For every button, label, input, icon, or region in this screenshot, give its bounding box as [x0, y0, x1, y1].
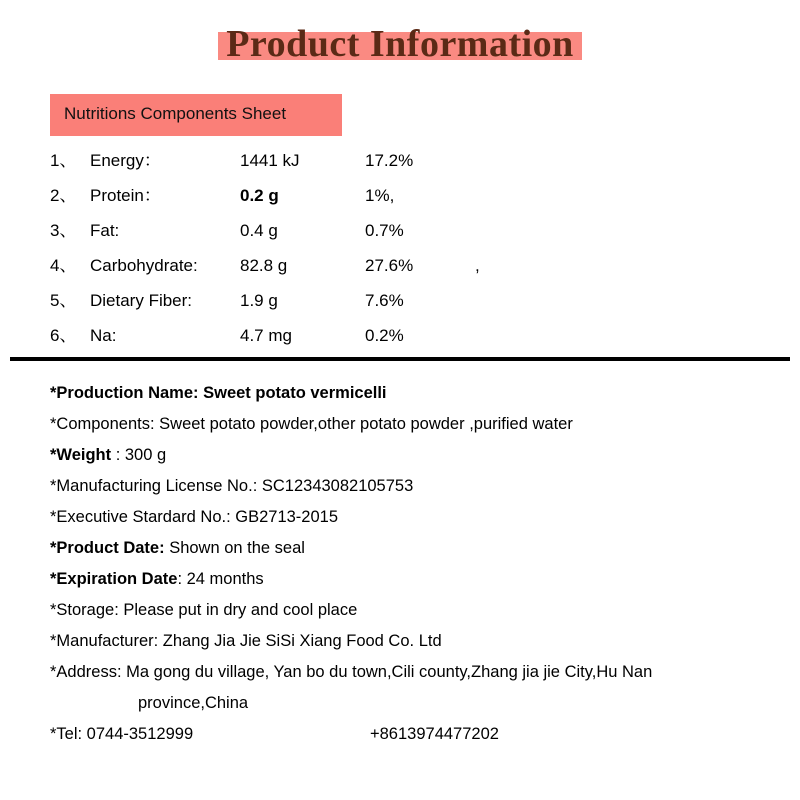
detail-label: *Expiration Date — [50, 570, 178, 588]
detail-label: *Manufacturing License No.: — [50, 477, 258, 495]
list-item — [50, 471, 780, 502]
nutrition-index: 2、 — [50, 186, 77, 205]
nutrition-name: Energy： — [90, 151, 161, 170]
page-title-text: Product Information — [226, 23, 574, 65]
page-title — [0, 22, 800, 66]
list-item — [50, 626, 780, 657]
nutrition-value: 1441 kJ — [240, 151, 300, 170]
list-item — [50, 409, 780, 440]
product-details-list — [50, 378, 780, 750]
list-item — [50, 378, 780, 409]
table-row — [50, 181, 750, 216]
table-row — [50, 251, 750, 286]
page-title-inner — [218, 22, 582, 66]
table-row — [50, 216, 750, 251]
list-item — [50, 440, 780, 471]
nutrition-header-banner — [50, 94, 342, 136]
table-row — [50, 321, 750, 356]
detail-value: Ma gong du village, Yan bo du town,Cili county,Zhang jia jie City,Hu Nan — [121, 663, 653, 681]
nutrition-header-label: Nutritions Components Sheet — [64, 104, 287, 123]
list-item — [50, 502, 780, 533]
nutrition-value: 0.2 g — [240, 186, 279, 205]
nutrition-value: 82.8 g — [240, 256, 288, 275]
table-row — [50, 146, 750, 181]
nutrition-index: 5、 — [50, 291, 77, 310]
nutrition-percent: 27.6% — [365, 256, 414, 275]
detail-value: Please put in dry and cool place — [118, 601, 358, 619]
detail-value: GB2713-2015 — [230, 508, 339, 526]
nutrition-name: Dietary Fiber: — [90, 291, 193, 310]
nutrition-index: 4、 — [50, 256, 77, 275]
detail-label: *Production Name: — [50, 384, 199, 402]
nutrition-percent: 0.2% — [365, 326, 404, 345]
nutrition-value: 0.4 g — [240, 221, 278, 240]
telephone-primary: *Tel: 0744-3512999 — [50, 725, 194, 743]
nutrition-name: Fat: — [90, 221, 120, 240]
section-divider — [10, 357, 790, 361]
detail-label: *Components: — [50, 415, 155, 433]
detail-value: Zhang Jia Jie SiSi Xiang Food Co. Ltd — [158, 632, 442, 650]
table-row — [50, 286, 750, 321]
nutrition-index: 1、 — [50, 151, 77, 170]
nutrition-percent: 1%, — [365, 186, 395, 205]
detail-label: *Executive Stardard No.: — [50, 508, 231, 526]
address-continuation: province,China — [138, 694, 249, 712]
nutrition-name: Protein： — [90, 186, 161, 205]
nutrition-name: Na: — [90, 326, 117, 345]
list-item — [50, 533, 780, 564]
nutrition-extra: , — [475, 256, 480, 275]
list-item — [50, 719, 780, 750]
nutrition-index: 3、 — [50, 221, 77, 240]
detail-value: Sweet potato powder,other potato powder ,purified water — [154, 415, 573, 433]
nutrition-value: 4.7 mg — [240, 326, 292, 345]
detail-value: SC12343082105753 — [257, 477, 414, 495]
detail-value: Sweet potato vermicelli — [198, 384, 387, 402]
nutrition-table — [50, 146, 750, 356]
detail-label: *Weight — [50, 446, 112, 464]
list-item — [50, 657, 780, 688]
nutrition-percent: 0.7% — [365, 221, 404, 240]
detail-value: : 300 g — [111, 446, 167, 464]
detail-label: *Storage: — [50, 601, 119, 619]
nutrition-name: Carbohydrate: — [90, 256, 198, 275]
nutrition-value: 1.9 g — [240, 291, 278, 310]
detail-value: : 24 months — [177, 570, 264, 588]
list-item — [50, 564, 780, 595]
nutrition-percent: 17.2% — [365, 151, 414, 170]
detail-value: Shown on the seal — [164, 539, 305, 557]
telephone-secondary: +8613974477202 — [370, 725, 499, 743]
detail-label: *Address: — [50, 663, 122, 681]
list-item — [50, 595, 780, 626]
detail-label: *Manufacturer: — [50, 632, 159, 650]
detail-label: *Product Date: — [50, 539, 165, 557]
nutrition-percent: 7.6% — [365, 291, 404, 310]
nutrition-index: 6、 — [50, 326, 77, 345]
